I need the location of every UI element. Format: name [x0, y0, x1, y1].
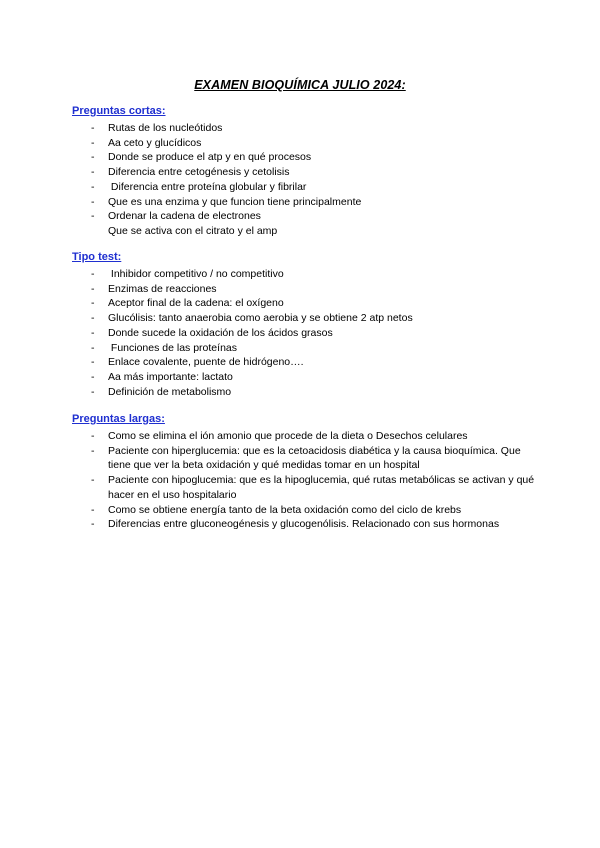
list-item: - Aceptor final de la cadena: el oxígeno — [91, 297, 284, 310]
list-item: - Funciones de las proteínas — [91, 341, 237, 354]
list-item: - Diferencias entre gluconeogénesis y glucogenólisis. Relacionado con sus hormonas — [91, 518, 500, 531]
list-item: - Paciente con hiperglucemia: que es la cetoacidosis diabética y la causa bioquímica. Que tiene que ver la beta oxidación y qué medidas tomar en un hospital — [91, 444, 521, 472]
list-item: - Ordenar la cadena de electrones Que se activa con el citrato y el amp — [72, 209, 542, 238]
list-item: - Enlace covalente, puente de hidrógeno…. — [91, 356, 304, 369]
section-tipo-test — [72, 250, 542, 399]
list-item-continuation: Que se activa con el citrato y el amp — [108, 224, 278, 237]
section-heading: Preguntas largas: — [72, 413, 165, 425]
list-item: - Diferencia entre proteína globular y fibrilar — [91, 180, 307, 193]
exam-title: EXAMEN BIOQUÍMICA JULIO 2024: — [194, 78, 406, 92]
section-preguntas-cortas — [72, 104, 542, 239]
list-item: - Glucólisis: tanto anaerobia como aerobia y se obtiene 2 atp netos — [91, 312, 413, 325]
question-list — [72, 121, 542, 239]
list-item: - Inhibidor competitivo / no competitivo — [91, 268, 284, 280]
list-item: - Enzimas de reacciones — [91, 282, 217, 295]
list-item: - Rutas de los nucleótidos — [91, 122, 223, 134]
section-preguntas-largas — [72, 412, 542, 532]
question-list — [72, 267, 542, 399]
section-heading: Tipo test: — [72, 251, 122, 263]
list-item: - Definición de metabolismo — [91, 385, 232, 398]
question-list — [72, 429, 542, 532]
list-item: - Aa más importante: lactato — [91, 370, 233, 383]
list-item: - Que es una enzima y que funcion tiene principalmente — [91, 195, 362, 208]
list-item: - Aa ceto y glucídicos — [91, 136, 202, 149]
list-item: - Paciente con hipoglucemia: que es la hipoglucemia, qué rutas metabólicas se activan y qué hacer en el uso hospitalario — [91, 474, 535, 501]
section-heading: Preguntas cortas: — [72, 105, 166, 117]
list-item: - Como se elimina el ión amonio que procede de la dieta o Desechos celulares — [91, 430, 468, 442]
list-item: - Donde se produce el atp y en qué procesos — [91, 151, 312, 164]
list-item: - Como se obtiene energía tanto de la beta oxidación como del ciclo de krebs — [91, 503, 462, 516]
list-item: - Diferencia entre cetogénesis y cetolisis — [91, 166, 290, 179]
list-item: - Donde sucede la oxidación de los ácidos grasos — [91, 326, 333, 339]
